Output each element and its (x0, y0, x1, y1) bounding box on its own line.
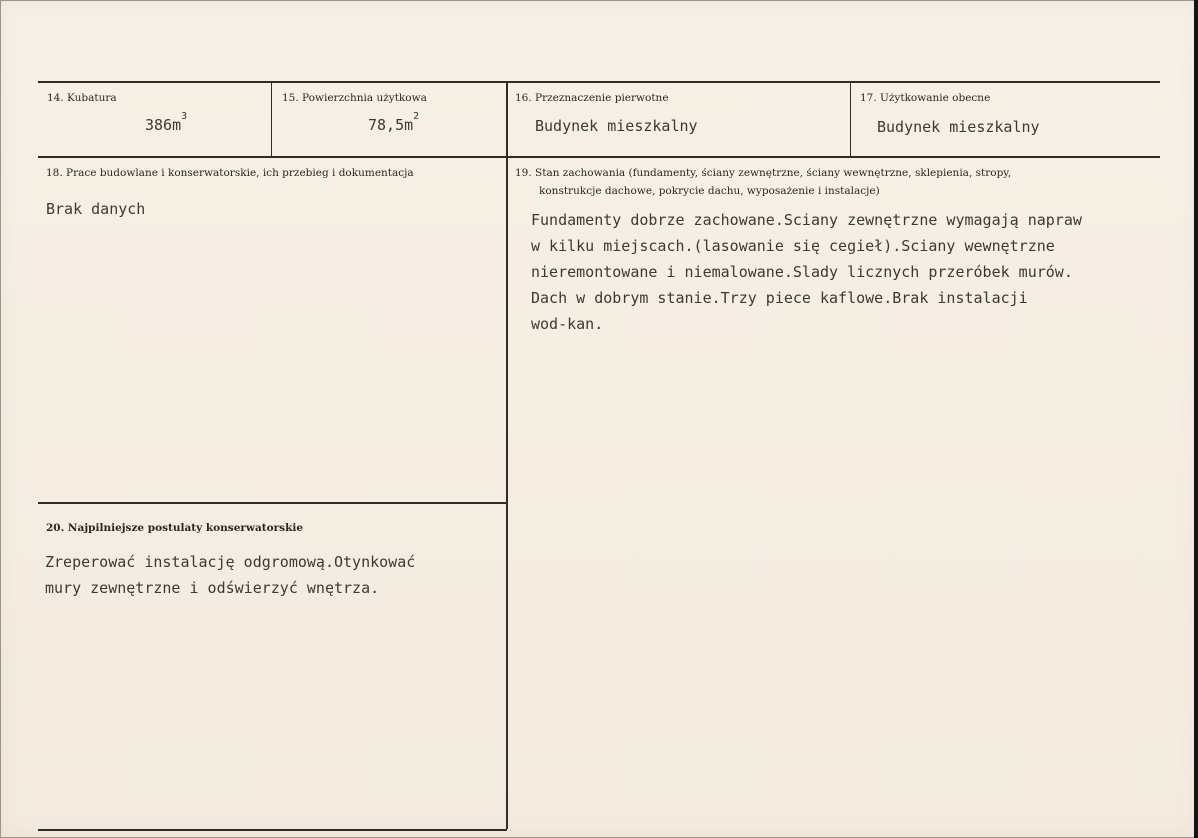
field-19-label-line-2: konstrukcje dachowe, pokrycie dachu, wyposażenie i instalacje) (539, 185, 880, 197)
field-20-top-line (38, 502, 507, 504)
field-17-label: 17. Użytkowanie obecne (860, 92, 991, 104)
field-19-line-1: Fundamenty dobrze zachowane.Sciany zewnętrzne wymagają napraw (531, 211, 1082, 229)
row-divider-line (38, 156, 1160, 158)
field-14-value-main: 386m (145, 116, 182, 134)
field-20-line-2: mury zewnętrzne i odświerzyć wnętrza. (45, 579, 380, 597)
scan-edge (1194, 0, 1198, 838)
vertical-divider-16-17 (850, 81, 851, 156)
field-20-line-1: Zreperować instalację odgromową.Otynkować (45, 553, 416, 571)
top-border-line (38, 81, 1160, 83)
field-15-label: 15. Powierzchnia użytkowa (282, 92, 427, 104)
field-20-description (45, 549, 415, 601)
field-14-value (145, 111, 188, 134)
field-19-line-2: w kilku miejscach.(lasowanie się cegieł).Sciany wewnętrzne (531, 237, 1055, 255)
field-15-value (368, 111, 420, 134)
field-19-label-line-1: 19. Stan zachowania (fundamenty, ściany zewnętrzne, ściany wewnętrzne, sklepienia, stropy, (515, 167, 1012, 179)
field-14-label: 14. Kubatura (47, 92, 117, 104)
field-15-value-superscript: 2 (413, 111, 420, 122)
field-14-value-superscript: 3 (181, 111, 188, 122)
field-17-value: Budynek mieszkalny (877, 118, 1040, 136)
vertical-divider-14-15 (271, 81, 272, 156)
field-18-label: 18. Prace budowlane i konserwatorskie, ich przebieg i dokumentacja (46, 167, 414, 179)
field-20-label: 20. Najpilniejsze postulaty konserwatorskie (46, 522, 304, 534)
field-15-value-main: 78,5m (368, 116, 414, 134)
field-19-description (531, 207, 1082, 337)
field-19-line-5: wod-kan. (531, 315, 604, 333)
field-16-value: Budynek mieszkalny (535, 117, 698, 135)
field-18-value: Brak danych (46, 200, 146, 218)
bottom-border-line (38, 829, 507, 831)
field-16-label: 16. Przeznaczenie pierwotne (515, 92, 669, 104)
fold-mark (506, 157, 507, 829)
field-19-line-3: nieremontowane i niemalowane.Slady licznych przeróbek murów. (531, 263, 1073, 281)
field-19-line-4: Dach w dobrym stanie.Trzy piece kaflowe.Brak instalacji (531, 289, 1028, 307)
